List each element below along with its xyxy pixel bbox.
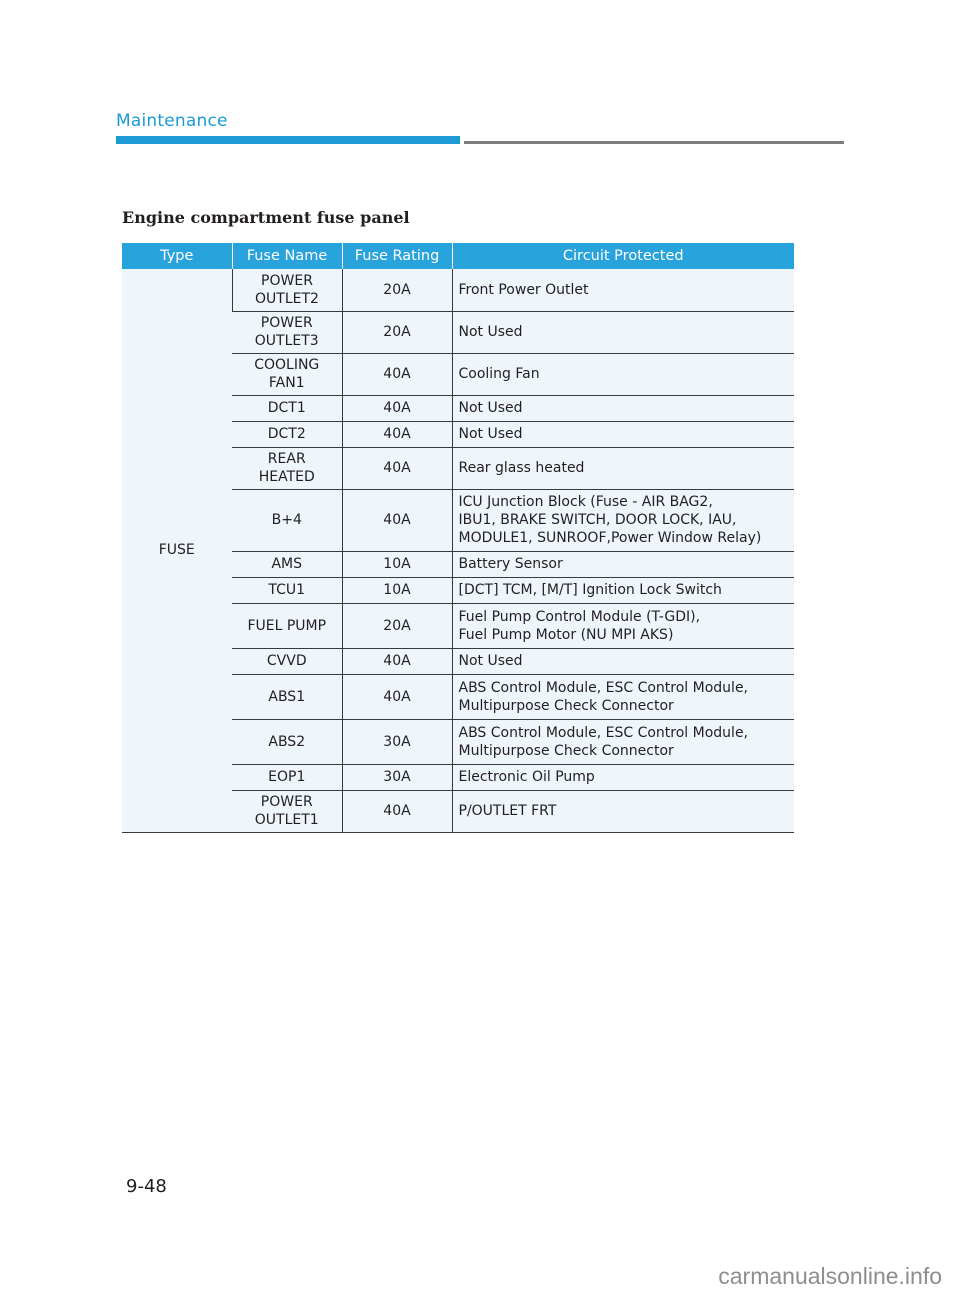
fuse-name-cell: DCT1 [232, 395, 342, 421]
fuse-name-cell: COOLING FAN1 [232, 353, 342, 395]
circuit-protected-cell: [DCT] TCM, [M/T] Ignition Lock Switch [452, 577, 794, 603]
fuse-rating-cell: 40A [342, 790, 452, 832]
circuit-protected-cell: Front Power Outlet [452, 269, 794, 311]
fuse-table-body [122, 269, 794, 832]
fuse-rating-cell: 40A [342, 421, 452, 447]
fuse-name-cell: FUEL PUMP [232, 603, 342, 648]
fuse-rating-cell: 40A [342, 447, 452, 489]
circuit-protected-cell: Not Used [452, 648, 794, 674]
fuse-rating-cell: 10A [342, 551, 452, 577]
page-number: 9-48 [126, 1176, 167, 1197]
fuse-rating-cell: 20A [342, 603, 452, 648]
fuse-name-cell: EOP1 [232, 764, 342, 790]
fuse-name-cell: REAR HEATED [232, 447, 342, 489]
circuit-protected-cell: Rear glass heated [452, 447, 794, 489]
circuit-protected-cell: ABS Control Module, ESC Control Module, Multipurpose Check Connector [452, 719, 794, 764]
circuit-protected-cell: Not Used [452, 395, 794, 421]
fuse-name-cell: POWER OUTLET3 [232, 311, 342, 353]
fuse-name-cell: ABS1 [232, 674, 342, 719]
section-title: Maintenance [116, 111, 228, 131]
fuse-name-cell: CVVD [232, 648, 342, 674]
fuse-rating-cell: 10A [342, 577, 452, 603]
fuse-name-cell: AMS [232, 551, 342, 577]
fuse-rating-cell: 20A [342, 269, 452, 311]
circuit-protected-cell: Fuel Pump Control Module (T-GDI), Fuel Pump Motor (NU MPI AKS) [452, 603, 794, 648]
circuit-protected-cell: Battery Sensor [452, 551, 794, 577]
column-header-fuse-rating: Fuse Rating [342, 243, 452, 269]
circuit-protected-cell: Cooling Fan [452, 353, 794, 395]
column-header-fuse-name: Fuse Name [232, 243, 342, 269]
fuse-rating-cell: 30A [342, 719, 452, 764]
page-title: Engine compartment fuse panel [122, 208, 410, 227]
circuit-protected-cell: Not Used [452, 421, 794, 447]
circuit-protected-cell: P/OUTLET FRT [452, 790, 794, 832]
fuse-rating-cell: 40A [342, 489, 452, 551]
fuse-rating-cell: 40A [342, 353, 452, 395]
header-rule [464, 141, 844, 144]
table-header-row [122, 243, 794, 269]
fuse-name-cell: POWER OUTLET1 [232, 790, 342, 832]
header-rule-accent [116, 136, 460, 144]
fuse-type-cell: FUSE [122, 269, 232, 832]
fuse-rating-cell: 30A [342, 764, 452, 790]
fuse-name-cell: TCU1 [232, 577, 342, 603]
fuse-rating-cell: 40A [342, 395, 452, 421]
fuse-table [122, 243, 794, 833]
circuit-protected-cell: ABS Control Module, ESC Control Module, Multipurpose Check Connector [452, 674, 794, 719]
fuse-name-cell: ABS2 [232, 719, 342, 764]
fuse-name-cell: POWER OUTLET2 [232, 269, 342, 311]
column-header-type: Type [122, 243, 232, 269]
fuse-rating-cell: 20A [342, 311, 452, 353]
fuse-rating-cell: 40A [342, 674, 452, 719]
fuse-name-cell: B+4 [232, 489, 342, 551]
fuse-rating-cell: 40A [342, 648, 452, 674]
circuit-protected-cell: Not Used [452, 311, 794, 353]
circuit-protected-cell: Electronic Oil Pump [452, 764, 794, 790]
table-row [122, 269, 794, 311]
circuit-protected-cell: ICU Junction Block (Fuse - AIR BAG2, IBU1, BRAKE SWITCH, DOOR LOCK, IAU, MODULE1, SUNROOF,Power Window Relay) [452, 489, 794, 551]
watermark: carmanualsonline.info [718, 1263, 942, 1289]
fuse-name-cell: DCT2 [232, 421, 342, 447]
column-header-circuit: Circuit Protected [452, 243, 794, 269]
